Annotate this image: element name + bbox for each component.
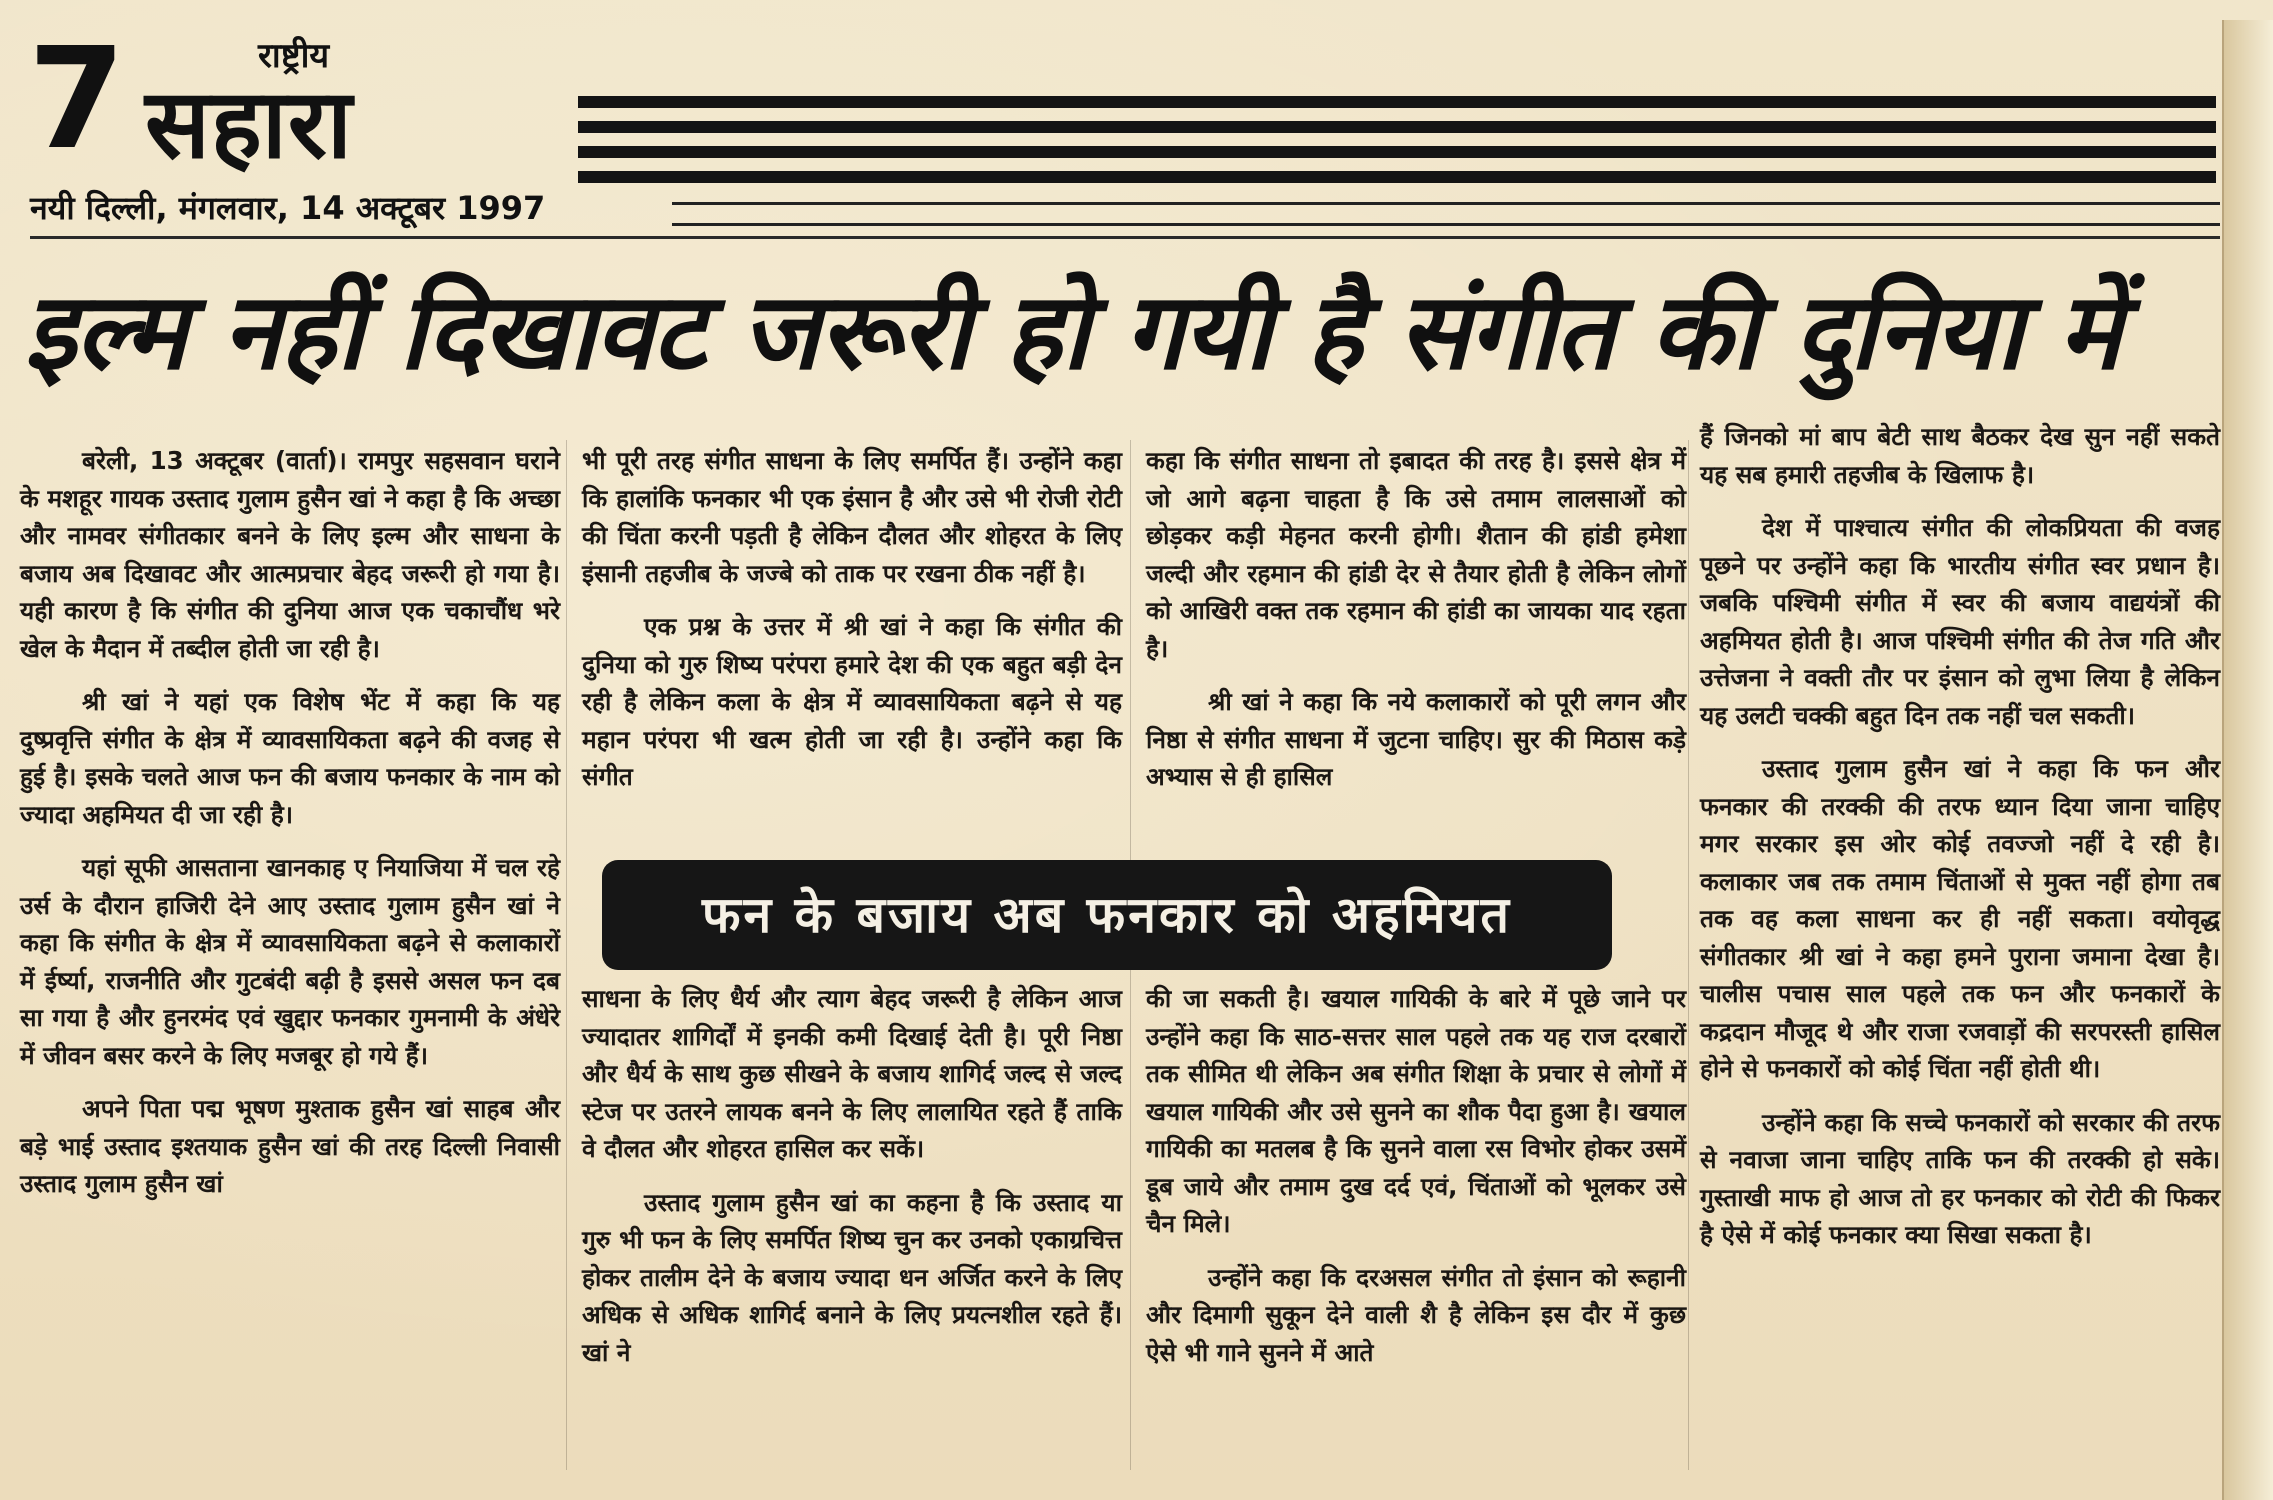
article-paragraph: यहां सूफी आसताना खानकाह ए नियाजिया में चल रहे उर्स के दौरान हाजिरी देने आए उस्ताद गुलाम हुसैन खां ने कहा कि संगीत के क्षेत्र में व्यावसायिकता बढ़ने से कलाकारों में ईर्ष्या, राजनीति और गुटबंदी बढ़ी है इससे असल फन दब सा गया है और हुनरमंद एवं खुद्दार फनकार गुमनामी के अंधेरे में जीवन बसर करने के लिए मजबूर हो गये हैं। bbox=[20, 853, 560, 1070]
dateline: नयी दिल्ली, मंगलवार, 14 अक्टूबर 1997 bbox=[30, 189, 546, 227]
article-paragraph: अपने पिता पद्म भूषण मुश्ताक हुसैन खां साहब और बड़े भाई उस्ताद इश्तयाक हुसैन खां की तरह दिल्ली निवासी उस्ताद गुलाम हुसैन खां bbox=[20, 1094, 560, 1198]
article-paragraph: उन्होंने कहा कि सच्चे फनकारों को सरकार की तरफ से नवाजा जाना चाहिए ताकि फन की तरक्की हो सके। गुस्ताखी माफ हो आज तो हर फनकार को रोटी की फिकर है ऐसे में कोई फनकार क्या सिखा सकता है। bbox=[1700, 1107, 2220, 1249]
article-paragraph bbox=[20, 442, 560, 667]
article-paragraph bbox=[1700, 750, 2220, 1088]
article-column-2-bottom bbox=[582, 980, 1122, 1387]
article-text: वयोवृद्ध संगीतकार श्री खां ने कहा हमने पुराना जमाना देखा है। चालीस पचास साल पहले तक फन और फनकारों के कद्रदान मौजूद थे और राजा रजवाड़ों की सरपरस्ती हासिल होने से फनकारों को कोई चिंता नहीं होती थी। bbox=[1700, 904, 2221, 1083]
column-gutter bbox=[566, 440, 567, 1470]
paper-name: सहारा bbox=[145, 68, 353, 180]
article-paragraph: एक प्रश्न के उत्तर में श्री खां ने कहा कि संगीत की दुनिया को गुरु शिष्य परंपरा हमारे देश की एक बहुत बड़ी देन रही है लेकिन कला के क्षेत्र में व्यावसायिकता बढ़ने से यह महान परंपरा भी खत्म होती जा रही है। उन्होंने कहा कि संगीत bbox=[582, 612, 1122, 791]
dateline-rule bbox=[672, 202, 2220, 226]
headline: इल्म नहीं दिखावट जरूरी हो गयी है संगीत की दुनिया में bbox=[24, 270, 2121, 393]
article-column-2-top bbox=[582, 442, 1122, 812]
article-paragraph: साधना के लिए धैर्य और त्याग बेहद जरूरी है लेकिन आज ज्यादातर शागिर्दों में इनकी कमी दिखाई देती है। पूरी निष्ठा और धैर्य के साथ कुछ सीखने के बजाय शागिर्द जल्द से जल्द स्टेज पर उतरने लायक बनने के लिए लालायित रहते हैं ताकि वे दौलत और शोहरत हासिल कर सकें। bbox=[582, 984, 1122, 1163]
page-edge bbox=[2222, 20, 2273, 1500]
article-paragraph: हैं जिनको मां बाप बेटी साथ बैठकर देख सुन नहीं सकते यह सब हमारी तहजीब के खिलाफ है। bbox=[1700, 422, 2220, 489]
masthead-rules bbox=[578, 96, 2216, 196]
article-paragraph: की जा सकती है। खयाल गायिकी के बारे में पूछे जाने पर उन्होंने कहा कि साठ-सत्तर साल पहले तक यह राज दरबारों तक सीमित थी लेकिन अब संगीत शिक्षा के प्रचार से लोगों में खयाल गायिकी और उसे सुनने का शौक पैदा हुआ है। खयाल गायिकी का मतलब है कि सुनने वाला रस विभोर होकर उसमें डूब जाये और तमाम दुख दर्द एवं, चिंताओं को भूलकर उसे चैन मिले। bbox=[1146, 984, 1686, 1238]
paper-subtitle: राष्ट्रीय bbox=[258, 36, 330, 76]
page-rule bbox=[30, 236, 2220, 239]
article-text: उस्ताद गुलाम हुसैन खां ने कहा कि फन और फनकार की तरक्की की तरफ ध्यान दिया जाना चाहिए मगर सरकार इस ओर कोई तवज्जो नहीं दे रही है। कलाकार जब तक तमाम चिंताओं से मुक्त नहीं होगा तब तक वह कला साधना कर ही नहीं सकता। bbox=[1700, 754, 2220, 933]
article-column-1 bbox=[20, 442, 560, 1219]
article-paragraph: उस्ताद गुलाम हुसैन खां का कहना है कि उस्ताद या गुरु भी फन के लिए समर्पित शिष्य चुन कर उनको एकाग्रचित्त होकर तालीम देने के बजाय ज्यादा धन अर्जित करने के लिए अधिक से अधिक शागिर्द बनाने के लिए प्रयत्नशील रहते हैं। खां ने bbox=[582, 1187, 1122, 1367]
article-paragraph: कहा कि संगीत साधना तो इबादत की तरह है। इससे क्षेत्र में जो आगे बढ़ना चाहता है कि उसे तमाम लालसाओं को छोड़कर कड़ी मेहनत करनी होगी। शैतान की हांडी हमेशा जल्दी और रहमान की हांडी देर से तैयार होती है लेकिन लोगों को आखिरी वक्त तक रहमान की हांडी का जायका याद रहता है। bbox=[1146, 446, 1686, 663]
article-paragraph: उन्होंने कहा कि दरअसल संगीत तो इंसान को रूहानी और दिमागी सुकून देने वाली शै है लेकिन इस दौर में कुछ ऐसे भी गाने सुनने में आते bbox=[1146, 1262, 1686, 1367]
article-text: रामपुर सहसवान घराने के मशहूर गायक उस्ताद गुलाम हुसैन खां ने कहा है कि अच्छा और नामवर संगीतकार बनने के लिए इल्म और साधना के बजाय अब दिखावट और आत्मप्रचार बेहद जरूरी हो गया है। यही कारण है कि संगीत की दुनिया आज एक चकाचौंध भरे खेल के मैदान में तब्दील होती जा रही है। bbox=[20, 446, 560, 663]
article-paragraph: श्री खां ने कहा कि नये कलाकारों को पूरी लगन और निष्ठा से संगीत साधना में जुटना चाहिए। सुर की मिठास कड़े अभ्यास से ही हासिल bbox=[1146, 687, 1686, 791]
article-paragraph: श्री खां ने यहां एक विशेष भेंट में कहा कि यह दुष्प्रवृत्ति संगीत के क्षेत्र में व्यावसायिकता बढ़ने की वजह से हुई है। इसके चलते आज फन की बजाय फनकार के नाम को ज्यादा अहमियत दी जा रही है। bbox=[20, 687, 560, 829]
article-paragraph: भी पूरी तरह संगीत साधना के लिए समर्पित हैं। उन्होंने कहा कि हालांकि फनकार भी एक इंसान है और उसे भी रोजी रोटी की चिंता करनी पड़ती है लेकिन दौलत और शोहरत के लिए इंसानी तहजीब के जज्बे को ताक पर रखना ठीक नहीं है। bbox=[582, 446, 1122, 588]
page-number: 7 bbox=[28, 18, 126, 181]
article-dateline: बरेली, 13 अक्टूबर (वार्ता)। bbox=[82, 446, 347, 475]
article-column-3-bottom bbox=[1146, 980, 1686, 1387]
article-column-4 bbox=[1700, 418, 2220, 1270]
column-gutter bbox=[1688, 440, 1689, 1470]
article-column-3-top bbox=[1146, 442, 1686, 812]
pull-quote: फन के बजाय अब फनकार को अहमियत bbox=[602, 860, 1612, 970]
article-paragraph: देश में पाश्चात्य संगीत की लोकप्रियता की वजह पूछने पर उन्होंने कहा कि भारतीय संगीत स्वर प्रधान है। जबकि पश्चिमी संगीत में स्वर की बजाय वाद्ययंत्रों की अहमियत होती है। आज पश्चिमी संगीत की तेज गति और उत्तेजना ने वक्ती तौर पर इंसान को लुभा लिया है लेकिन यह उलटी चक्की बहुत दिन तक नहीं चल सकती। bbox=[1700, 513, 2220, 730]
